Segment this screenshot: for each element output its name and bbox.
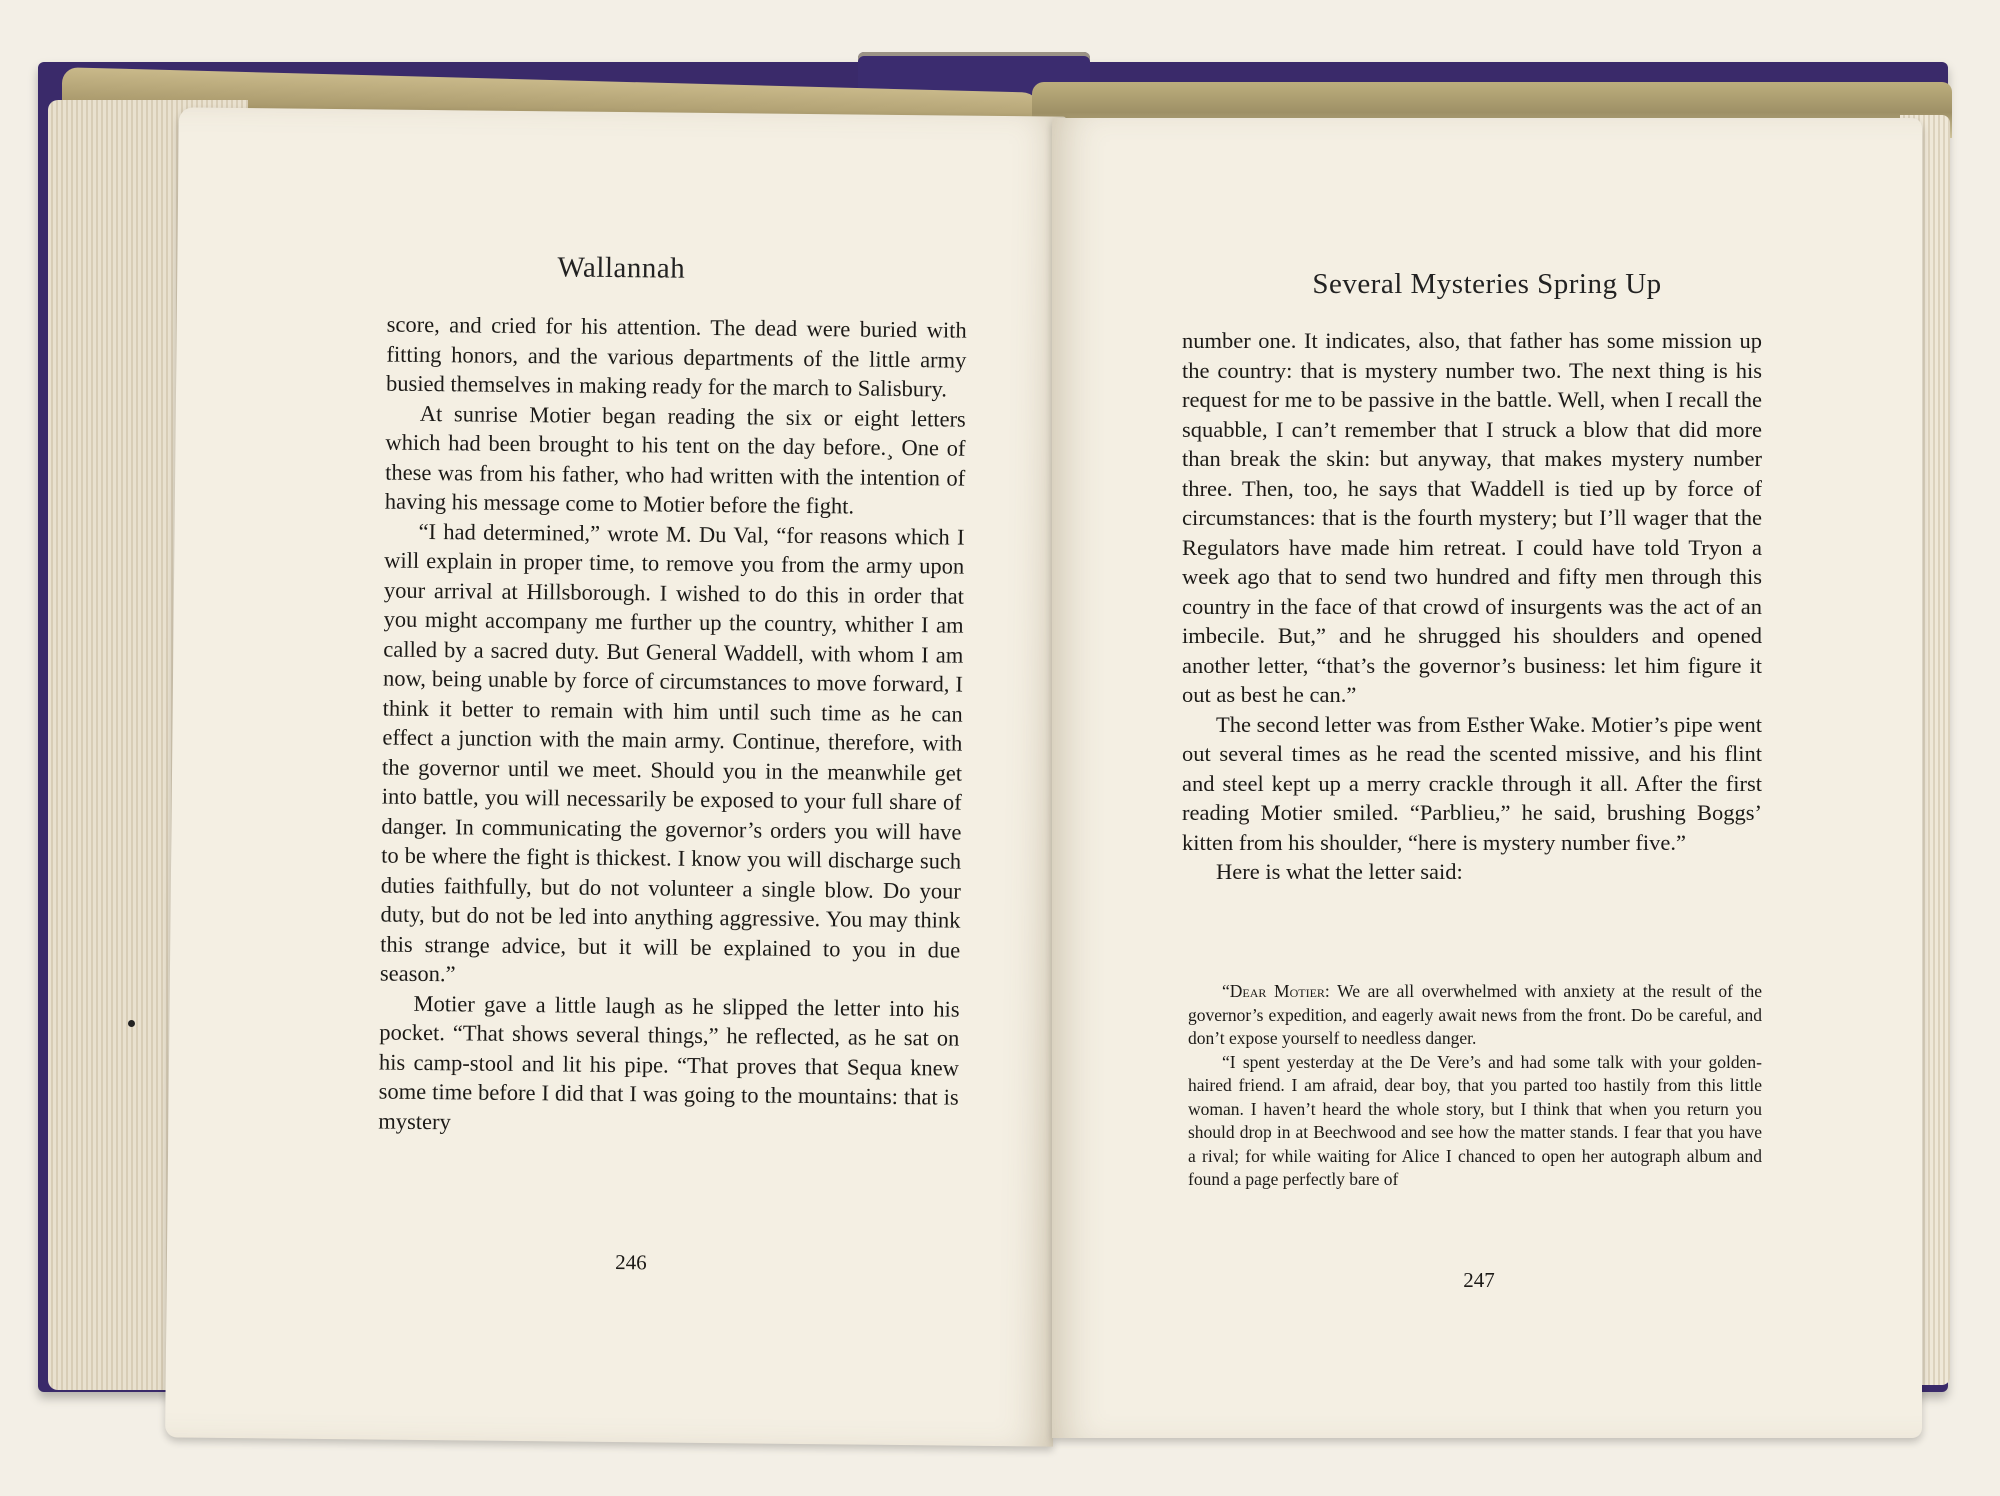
paragraph: number one. It indicates, also, that father has some mission up the country: that is mystery number two. The next thing is his request for me to be passive in the battle. Well, when I recall the squabble, I can’t remember that I struck a blow that did more than break the skin: but anyway, that makes mystery number three. Then, too, he says that Waddell is tied up by force of circumstances: that is the fourth mystery; but I’ll wager that the Regulators have made him retreat. I could have told Tryon a week ago that to send two hundred and fifty men through this country in the face of that crowd of insurgents was the act of an imbecile. But,” and he shrugged his shoulders and opened another letter, “that’s the governor’s business: let him figure it out as best he can.” xyxy=(1182,328,1762,707)
page-number-left: 246 xyxy=(615,1250,647,1275)
paragraph: Here is what the letter said: xyxy=(1216,859,1463,884)
right-page xyxy=(1052,118,1922,1438)
paragraph: At sunrise Motier began reading the six or eight letters which had been brought to his tent on the day before.¸ One of these was from his father, who had written with the intention of having his message come to Motier before the fight. xyxy=(384,400,966,519)
paragraph: Motier gave a little laugh as he slipped the letter into his pocket. “That shows several things,” he reflected, as he sat on his camp-stool and lit his pipe. “That proves that Sequa knew some time before I did that I was going to the mountains: that is mystery xyxy=(378,990,960,1134)
ink-speck xyxy=(128,1020,135,1027)
paragraph: “I had determined,” wrote M. Du Val, “for reasons which I will explain in proper time, to remove you from the army upon your arrival at Hillsborough. I wished to do this in order that you might accompany me further up the country, whither I am called by a sacred duty. But General Waddell, with whom I am now, being unable by force of circumstances to move forward, I think it better to remain with him until such time as he can effect a junction with the main army. Continue, therefore, with the governor until we meet. Should you in the meanwhile get into battle, you will necessarily be exposed to your full share of danger. In communicating the governor’s orders you will have to be where the fight is thickest. I know you will discharge such duties faithfully, but do not volunteer a single blow. Do your duty, but do not be led into anything aggressive. You may think this strange advice, but it will be explained to you in due season.” xyxy=(379,518,965,987)
left-page-text xyxy=(378,310,967,1142)
letter-paragraph: “I spent yesterday at the De Vere’s and had some talk with your golden-haired friend. I am afraid, dear boy, that you parted too hastily from this little woman. I haven’t heard the whole story, but I think that when you return you should drop in at Beechwood and see how the matter stands. I fear that you have a rival; for while waiting for Alice I chanced to open her autograph album and found a page perfectly bare of xyxy=(1188,1051,1762,1189)
letter-text: We are all overwhelmed with anxiety at the result of the governor’s expedition, and eagerly await news from the front. Do be careful, and don’t expose yourself to needless danger. xyxy=(1188,981,1762,1048)
paragraph: score, and cried for his attention. The dead were buried with fitting honors, and the various departments of the little army busied themselves in making ready for the march to Salisbury. xyxy=(385,311,967,402)
letter-salutation: “Dear Motier: xyxy=(1222,981,1330,1001)
letter-paragraph xyxy=(1188,980,1762,1051)
paragraph: The second letter was from Esther Wake. Motier’s pipe went out several times as he read the scented missive, and his flint and steel kept up a merry crackle through it all. After the first reading Motier smiled. “Parblieu,” he said, brushing Boggs’ kitten from his shoulder, “here is mystery number five.” xyxy=(1182,711,1762,855)
running-head-left: Wallannah xyxy=(557,251,686,285)
left-page xyxy=(165,107,1067,1446)
right-page-text xyxy=(1182,326,1762,887)
running-head-right: Several Mysteries Spring Up xyxy=(1312,268,1662,300)
quoted-letter xyxy=(1188,980,1762,1192)
page-number-right: 247 xyxy=(1463,1268,1495,1292)
